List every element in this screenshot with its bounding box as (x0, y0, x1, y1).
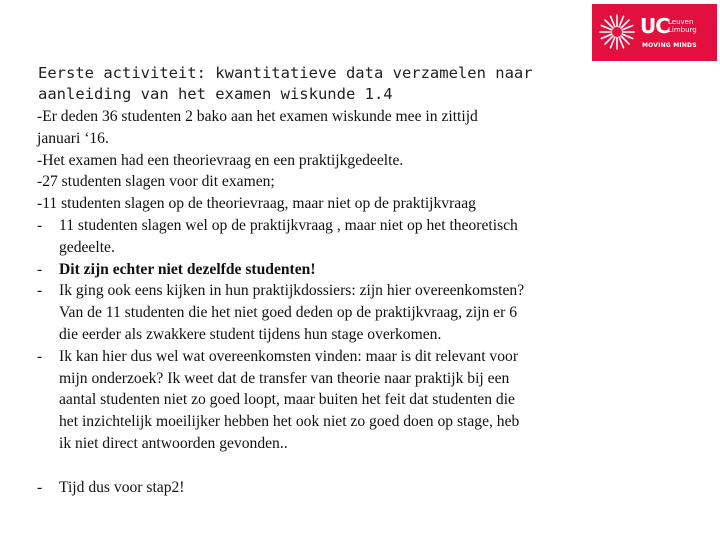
logo-name-line1: Leuven (668, 18, 694, 26)
bullet-line: ik niet direct antwoorden gevonden.. (59, 434, 288, 452)
bullet-line: Tijd dus voor stap2! (59, 478, 185, 496)
title-line-2: aanleiding van het examen wiskunde 1.4 (38, 85, 393, 103)
paragraph-line: -Het examen had een theorievraag en een praktijkgedeelte. (37, 151, 404, 169)
bullet-line: Ik kan hier dus wel wat overeenkomsten vinden: maar is dit relevant voor (59, 347, 519, 365)
bullet-line: Ik ging ook eens kijken in hun praktijkdossiers: zijn hier overeenkomsten? (59, 282, 525, 300)
bullet-text (59, 346, 519, 455)
logo-brand: UC (640, 14, 669, 38)
bullet-text (59, 215, 518, 259)
bullet-item (37, 280, 677, 345)
bullet-line: mijn onderzoek? Ik weet dat de transfer van theorie naar praktijk bij een (59, 369, 510, 387)
logo-tagline: MOVING MINDS (642, 42, 697, 49)
bullet-line: 11 studenten slagen wel op de praktijkvraag , maar niet op het theoretisch (59, 216, 518, 234)
bullet-line: aantal studenten niet zo goed loopt, maar buiten het feit dat studenten die (59, 391, 515, 409)
bullet-item (37, 215, 677, 259)
bullet-dash: - (37, 282, 43, 300)
bullet-line: het inzichtelijk moeilijker hebben het ook niet zo goed doen op stage, heb (59, 413, 520, 431)
title-line-1: Eerste activiteit: kwantitatieve data verzamelen naar (38, 64, 533, 82)
bullet-item (37, 346, 677, 455)
logo-name (668, 18, 697, 34)
bullet-text (59, 280, 524, 345)
bullet-text (59, 477, 185, 499)
bullet-item (37, 259, 677, 281)
starburst-icon (598, 13, 636, 51)
bullet-dash: - (37, 478, 43, 496)
bullet-item (37, 477, 677, 499)
spacer (37, 455, 677, 477)
slide-title (38, 63, 638, 105)
bullet-line: Dit zijn echter niet dezelfde studenten! (59, 260, 316, 278)
ucll-logo (592, 4, 717, 61)
bullet-text (59, 259, 316, 281)
bullet-dash: - (37, 216, 43, 234)
paragraph-line: -Er deden 36 studenten 2 bako aan het examen wiskunde mee in zittijd (37, 108, 478, 125)
paragraph-line: -11 studenten slagen op de theorievraag, maar niet op de praktijkvraag (37, 195, 476, 213)
bullet-line: die eerder als zwakkere student tijdens hun stage overkomen. (59, 325, 442, 343)
paragraph-line: -27 studenten slagen voor dit examen; (37, 173, 275, 191)
logo-name-line2: Limburg (668, 26, 697, 34)
bullet-dash: - (37, 347, 43, 365)
slide-body (37, 106, 677, 499)
bullet-line: Van de 11 studenten die het niet goed deden op de praktijkvraag, zijn er 6 (59, 304, 517, 322)
bullet-line: gedeelte. (59, 238, 115, 256)
paragraph-line: januari ‘16. (37, 129, 109, 147)
bullet-dash: - (37, 260, 43, 278)
